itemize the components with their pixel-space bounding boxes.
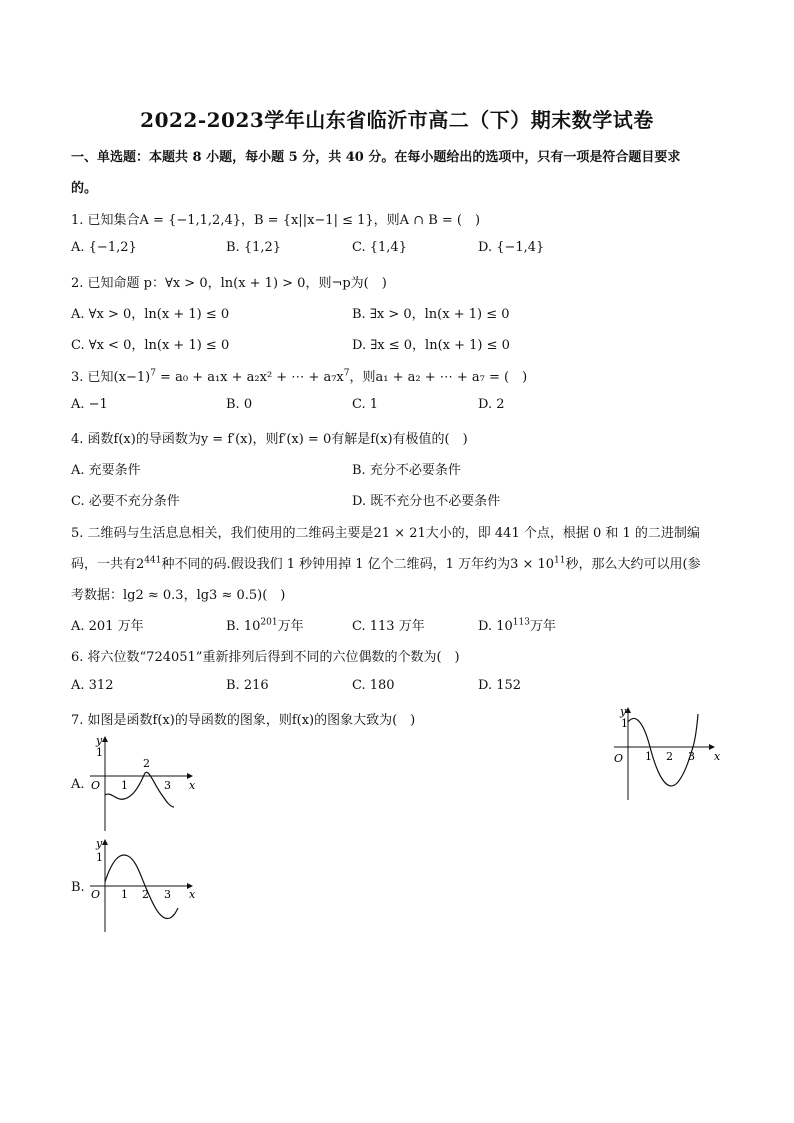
q3-option-b: B. 0: [226, 397, 253, 412]
q2-option-a: A. ∀x > 0，ln(x + 1) ≤ 0: [71, 307, 230, 322]
question-1: 1. 已知集合A = {−1,1,2,4}，B = {x||x−1| ≤ 1}，则A ∩ B = ( ): [71, 213, 481, 228]
x-tick-3: 3: [688, 750, 695, 763]
question-4: 4. 函数f(x)的导函数为y = f′(x)，则f′(x) = 0有解是f(x)有极值的( ): [71, 432, 468, 447]
question-5-line3: 考数据：lg2 ≈ 0.3，lg3 ≈ 0.5)( ): [71, 588, 286, 603]
q2-option-d: D. ∃x ≤ 0，ln(x + 1) ≤ 0: [352, 338, 510, 353]
q7-option-b-label: B.: [71, 880, 85, 895]
q4-option-d: D. 既不充分也不必要条件: [352, 494, 501, 509]
q6-option-d: D. 152: [478, 678, 522, 693]
q1-option-b: B. {1,2}: [226, 240, 282, 255]
question-2: 2. 已知命题 p：∀x > 0，ln(x + 1) > 0，则¬p为( ): [71, 276, 387, 291]
q4-option-c: C. 必要不充分条件: [71, 494, 180, 509]
question-5-line1: 5. 二维码与生活息息相关，我们使用的二维码主要是21 × 21大小的，即 441 个点，根据 0 和 1 的二进制编: [71, 526, 700, 541]
q3-option-c: C. 1: [352, 397, 379, 412]
x-axis-label: x: [189, 779, 196, 792]
x-tick-2: 2: [666, 750, 673, 763]
q7-option-b-graph: [84, 836, 204, 936]
x-tick-3: 3: [164, 779, 171, 792]
origin-label: O: [91, 888, 101, 901]
y-axis-label: y: [96, 734, 103, 747]
q5-option-c: C. 113 万年: [352, 619, 425, 634]
question-6: 6. 将六位数“724051”重新排列后得到不同的六位偶数的个数为( ): [71, 650, 460, 665]
question-5-line2: 码，一共有$2^{441}$种不同的码.假设我们 1 秒钟用掉 1 亿个二维码，1 万年约为$3 \times 10^{11}$秒，那么大约可以用(参: [71, 555, 701, 572]
question-3: 3. 已知$(x-1)^7 = a_0 + a_1x + a_2x^2$ + ⋯ + $a_7x^7$，则a₁ + a₂ + ⋯ + a₇ = ( ): [71, 368, 528, 385]
page-title: 2022-2023学年山东省临沂市高二（下）期末数学试卷: [140, 108, 654, 132]
q3-option-a: A. −1: [71, 397, 108, 412]
q4-option-b: B. 充分不必要条件: [352, 463, 461, 478]
x-axis-label: x: [714, 750, 721, 763]
y-unit-label: 1: [621, 717, 628, 730]
x-tick-3: 3: [164, 888, 171, 901]
q3-option-d: D. 2: [478, 397, 505, 412]
q7-option-a-graph: [84, 733, 204, 833]
x-tick-1: 1: [645, 750, 652, 763]
derivative-graph: [606, 704, 726, 804]
q5-option-a: A. 201 万年: [71, 619, 144, 634]
q1-option-c: C. {1,4}: [352, 240, 407, 255]
q2-option-b: B. ∃x > 0，ln(x + 1) ≤ 0: [352, 307, 510, 322]
y-axis-label: y: [96, 837, 103, 850]
origin-label: O: [614, 752, 624, 765]
q4-option-a: A. 充要条件: [71, 463, 141, 478]
x-axis-label: x: [189, 888, 196, 901]
x-tick-2: 2: [143, 757, 150, 770]
section-header-line1: 一、单选题：本题共 8 小题，每小题 5 分，共 40 分。在每小题给出的选项中，只有一项是符合题目要求: [71, 150, 681, 165]
y-unit-label: 1: [96, 851, 103, 864]
y-unit-label: 1: [96, 746, 103, 759]
question-7: 7. 如图是函数f(x)的导函数的图象，则f(x)的图象大致为( ): [71, 713, 416, 728]
q1-option-a: A. {−1,2}: [71, 240, 137, 255]
x-tick-1: 1: [121, 888, 128, 901]
q5-option-d: D. $10^{113}$万年: [478, 617, 556, 634]
origin-label: O: [91, 779, 101, 792]
x-tick-2: 2: [142, 888, 149, 901]
q6-option-b: B. 216: [226, 678, 269, 693]
q2-option-c: C. ∀x < 0，ln(x + 1) ≤ 0: [71, 338, 230, 353]
q6-option-c: C. 180: [352, 678, 395, 693]
y-axis-label: y: [620, 705, 627, 718]
option-b-curve: [105, 855, 178, 919]
section-header-line2: 的。: [71, 181, 98, 196]
q6-option-a: A. 312: [71, 678, 114, 693]
x-tick-1: 1: [121, 779, 128, 792]
q7-option-a-label: A.: [71, 777, 85, 792]
q1-option-d: D. {−1,4}: [478, 240, 545, 255]
q5-option-b: B. $10^{201}$万年: [226, 617, 304, 634]
